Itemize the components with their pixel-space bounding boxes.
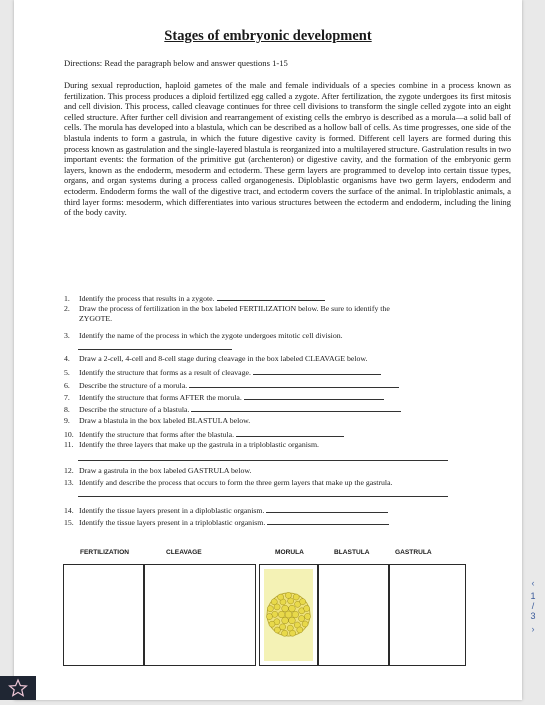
question-number: 2. — [64, 304, 70, 313]
morula-cell — [282, 630, 288, 636]
morula-cell — [278, 611, 285, 618]
box-label-blastula: BLASTULA — [334, 549, 370, 556]
question-text: Draw a gastrula in the box labeled GASTRULA below. — [79, 466, 252, 475]
question-text: Identify the structure that forms after the blastula. — [79, 430, 235, 439]
morula-cell — [285, 611, 292, 618]
morula-cell — [274, 627, 280, 633]
question-text: Describe the structure of a blastula. — [79, 405, 190, 414]
question-3 — [64, 331, 343, 340]
morula-image — [264, 569, 313, 661]
morula-cell — [293, 594, 299, 600]
question-11 — [64, 440, 319, 449]
question-text: Identify the tissue layers present in a diploblastic organism. — [79, 506, 265, 515]
morula-cell — [266, 614, 272, 620]
answer-blank[interactable] — [189, 379, 399, 388]
question-7 — [64, 391, 384, 402]
page-separator: / — [531, 601, 535, 611]
question-8 — [64, 403, 401, 414]
question-1 — [64, 292, 325, 303]
answer-blank[interactable] — [267, 516, 389, 525]
answer-blank[interactable] — [78, 496, 448, 497]
question-5 — [64, 366, 381, 377]
cleavage-drawing-box[interactable] — [144, 564, 256, 666]
morula-cell — [304, 613, 310, 619]
answer-blank[interactable] — [253, 366, 381, 375]
question-12 — [64, 466, 252, 475]
question-text: Draw a 2-cell, 4-cell and 8-cell stage during cleavage in the box labeled CLEAVAGE below. — [79, 354, 368, 363]
morula-cell — [300, 599, 306, 605]
answer-blank[interactable] — [78, 460, 448, 461]
morula-cell — [297, 627, 303, 633]
morula-cell — [282, 605, 289, 612]
question-text: Identify the tissue layers present in a triploblastic organism. — [79, 518, 266, 527]
question-number: 7. — [64, 393, 70, 402]
question-text: Describe the structure of a morula. — [79, 381, 188, 390]
box-label-cleavage: CLEAVAGE — [166, 549, 202, 556]
morula-cell — [299, 616, 305, 622]
answer-blank[interactable] — [244, 391, 384, 400]
current-page: 1 — [530, 591, 536, 601]
question-text: Draw the process of fertilization in the box labeled FERTILIZATION below. Be sure to identify the — [79, 304, 390, 313]
star-icon — [0, 676, 36, 700]
morula-drawing-box[interactable] — [259, 564, 318, 666]
question-text: Identify the name of the process in which the zygote undergoes mitotic cell division. — [79, 331, 343, 340]
reading-paragraph: During sexual reproduction, haploid gametes of the male and female individuals of a species combine in a process known as fertilization. This process produces a diploid fertilized egg called a zygote. After fertilization, the zygote undergoes its first mitosis and cell division. This process, called cleavage continues for three cell divisions to transform the single celled zygote into an eight celled structure. After further cell division and rearrangement of existing cells the embryo is described as a morula—a solid ball of cells. The morula has developed into a blastula, which can be described as a hollow ball of cells. As time progresses, one side of the blastula indents to form a gastrula, in which the future digestive cavity is formed. Different cell layers are formed during this process known as gastrulation and the single-layered blastula is reorganized into a multilayered structure. Gastrulation results in two important events: the formation of the primitive gut (archenteron) or digestive cavity, and the formation of the embryonic germ layers, known as the endoderm, mesoderm and ectoderm. These germ layers are programmed to develop into certain tissue types, organs, and organ systems during a process called organogenesis. Diploblastic organisms have two germ layers, endoderm and ectoderm. Endoderm forms the wall of the digestive tract, and ectoderm covers the surface of the animal. In triploblastic animals, a third layer forms: mesoderm, which differentiates into various structures between the ectoderm and endoderm, including the lining of the body cavity. — [64, 80, 511, 218]
question-number: 9. — [64, 416, 70, 425]
question-text: Identify the structure that forms AFTER the morula. — [79, 393, 242, 402]
page-title: Stages of embryonic development — [164, 28, 372, 44]
question-text: Identify the structure that forms as a result of cleavage. — [79, 368, 251, 377]
question-text: Identify and describe the process that occurs to form the three germ layers that make up the gastrula. — [79, 478, 393, 487]
fertilization-drawing-box[interactable] — [63, 564, 144, 666]
answer-blank[interactable] — [266, 504, 388, 513]
morula-cell — [280, 624, 286, 630]
box-label-gastrula: GASTRULA — [395, 549, 432, 556]
morula-cell — [290, 630, 296, 636]
morula-cell — [292, 611, 299, 618]
morula-cell — [304, 605, 310, 611]
gastrula-drawing-box[interactable] — [389, 564, 466, 666]
chevron-down-icon[interactable]: › — [531, 624, 535, 634]
question-4 — [64, 354, 367, 363]
morula-illustration — [264, 569, 313, 661]
question-number: 12. — [64, 466, 74, 475]
question-number: 6. — [64, 381, 70, 390]
question-number: 3. — [64, 331, 70, 340]
morula-cell — [289, 617, 296, 624]
question-number: 5. — [64, 368, 70, 377]
morula-cell — [288, 598, 294, 604]
question-6 — [64, 379, 399, 390]
worksheet-page — [14, 0, 522, 700]
morula-cell — [278, 594, 284, 600]
morula-cell — [282, 617, 289, 624]
morula-cell — [285, 592, 291, 598]
question-number: 10. — [64, 430, 74, 439]
question-text-continued: ZYGOTE. — [79, 314, 113, 323]
morula-cell — [269, 621, 275, 627]
question-text: Identify the process that results in a zygote. — [79, 294, 215, 303]
question-text: Draw a blastula in the box labeled BLASTULA below. — [79, 416, 251, 425]
total-pages: 3 — [530, 611, 536, 621]
answer-blank[interactable] — [191, 403, 401, 412]
morula-cell — [267, 606, 273, 612]
directions-text: Directions: Read the paragraph below and answer questions 1-15 — [64, 58, 288, 68]
box-label-fertilization: FERTILIZATION — [80, 549, 129, 556]
question-number: 13. — [64, 478, 74, 487]
blastula-drawing-box[interactable] — [318, 564, 389, 666]
question-15 — [64, 516, 389, 527]
morula-cell — [302, 621, 308, 627]
chevron-up-icon[interactable]: ‹ — [531, 578, 535, 588]
morula-cell — [289, 605, 296, 612]
page-navigator — [524, 575, 542, 637]
question-text: Identify the three layers that make up the gastrula in a triploblastic organism. — [79, 440, 319, 449]
question-9 — [64, 416, 250, 425]
question-13 — [64, 478, 393, 487]
answer-blank[interactable] — [78, 349, 232, 350]
question-2 — [64, 304, 504, 324]
question-number: 14. — [64, 506, 74, 515]
question-number: 8. — [64, 405, 70, 414]
answer-blank[interactable] — [217, 292, 325, 301]
question-number: 11. — [64, 440, 74, 449]
answer-blank[interactable] — [236, 428, 344, 437]
question-14 — [64, 504, 388, 515]
morula-cell — [271, 599, 277, 605]
question-number: 15. — [64, 518, 74, 527]
box-label-morula: MORULA — [275, 549, 304, 556]
favorite-button[interactable] — [0, 676, 36, 700]
question-number: 1. — [64, 294, 70, 303]
question-10 — [64, 428, 344, 439]
question-number: 4. — [64, 354, 70, 363]
